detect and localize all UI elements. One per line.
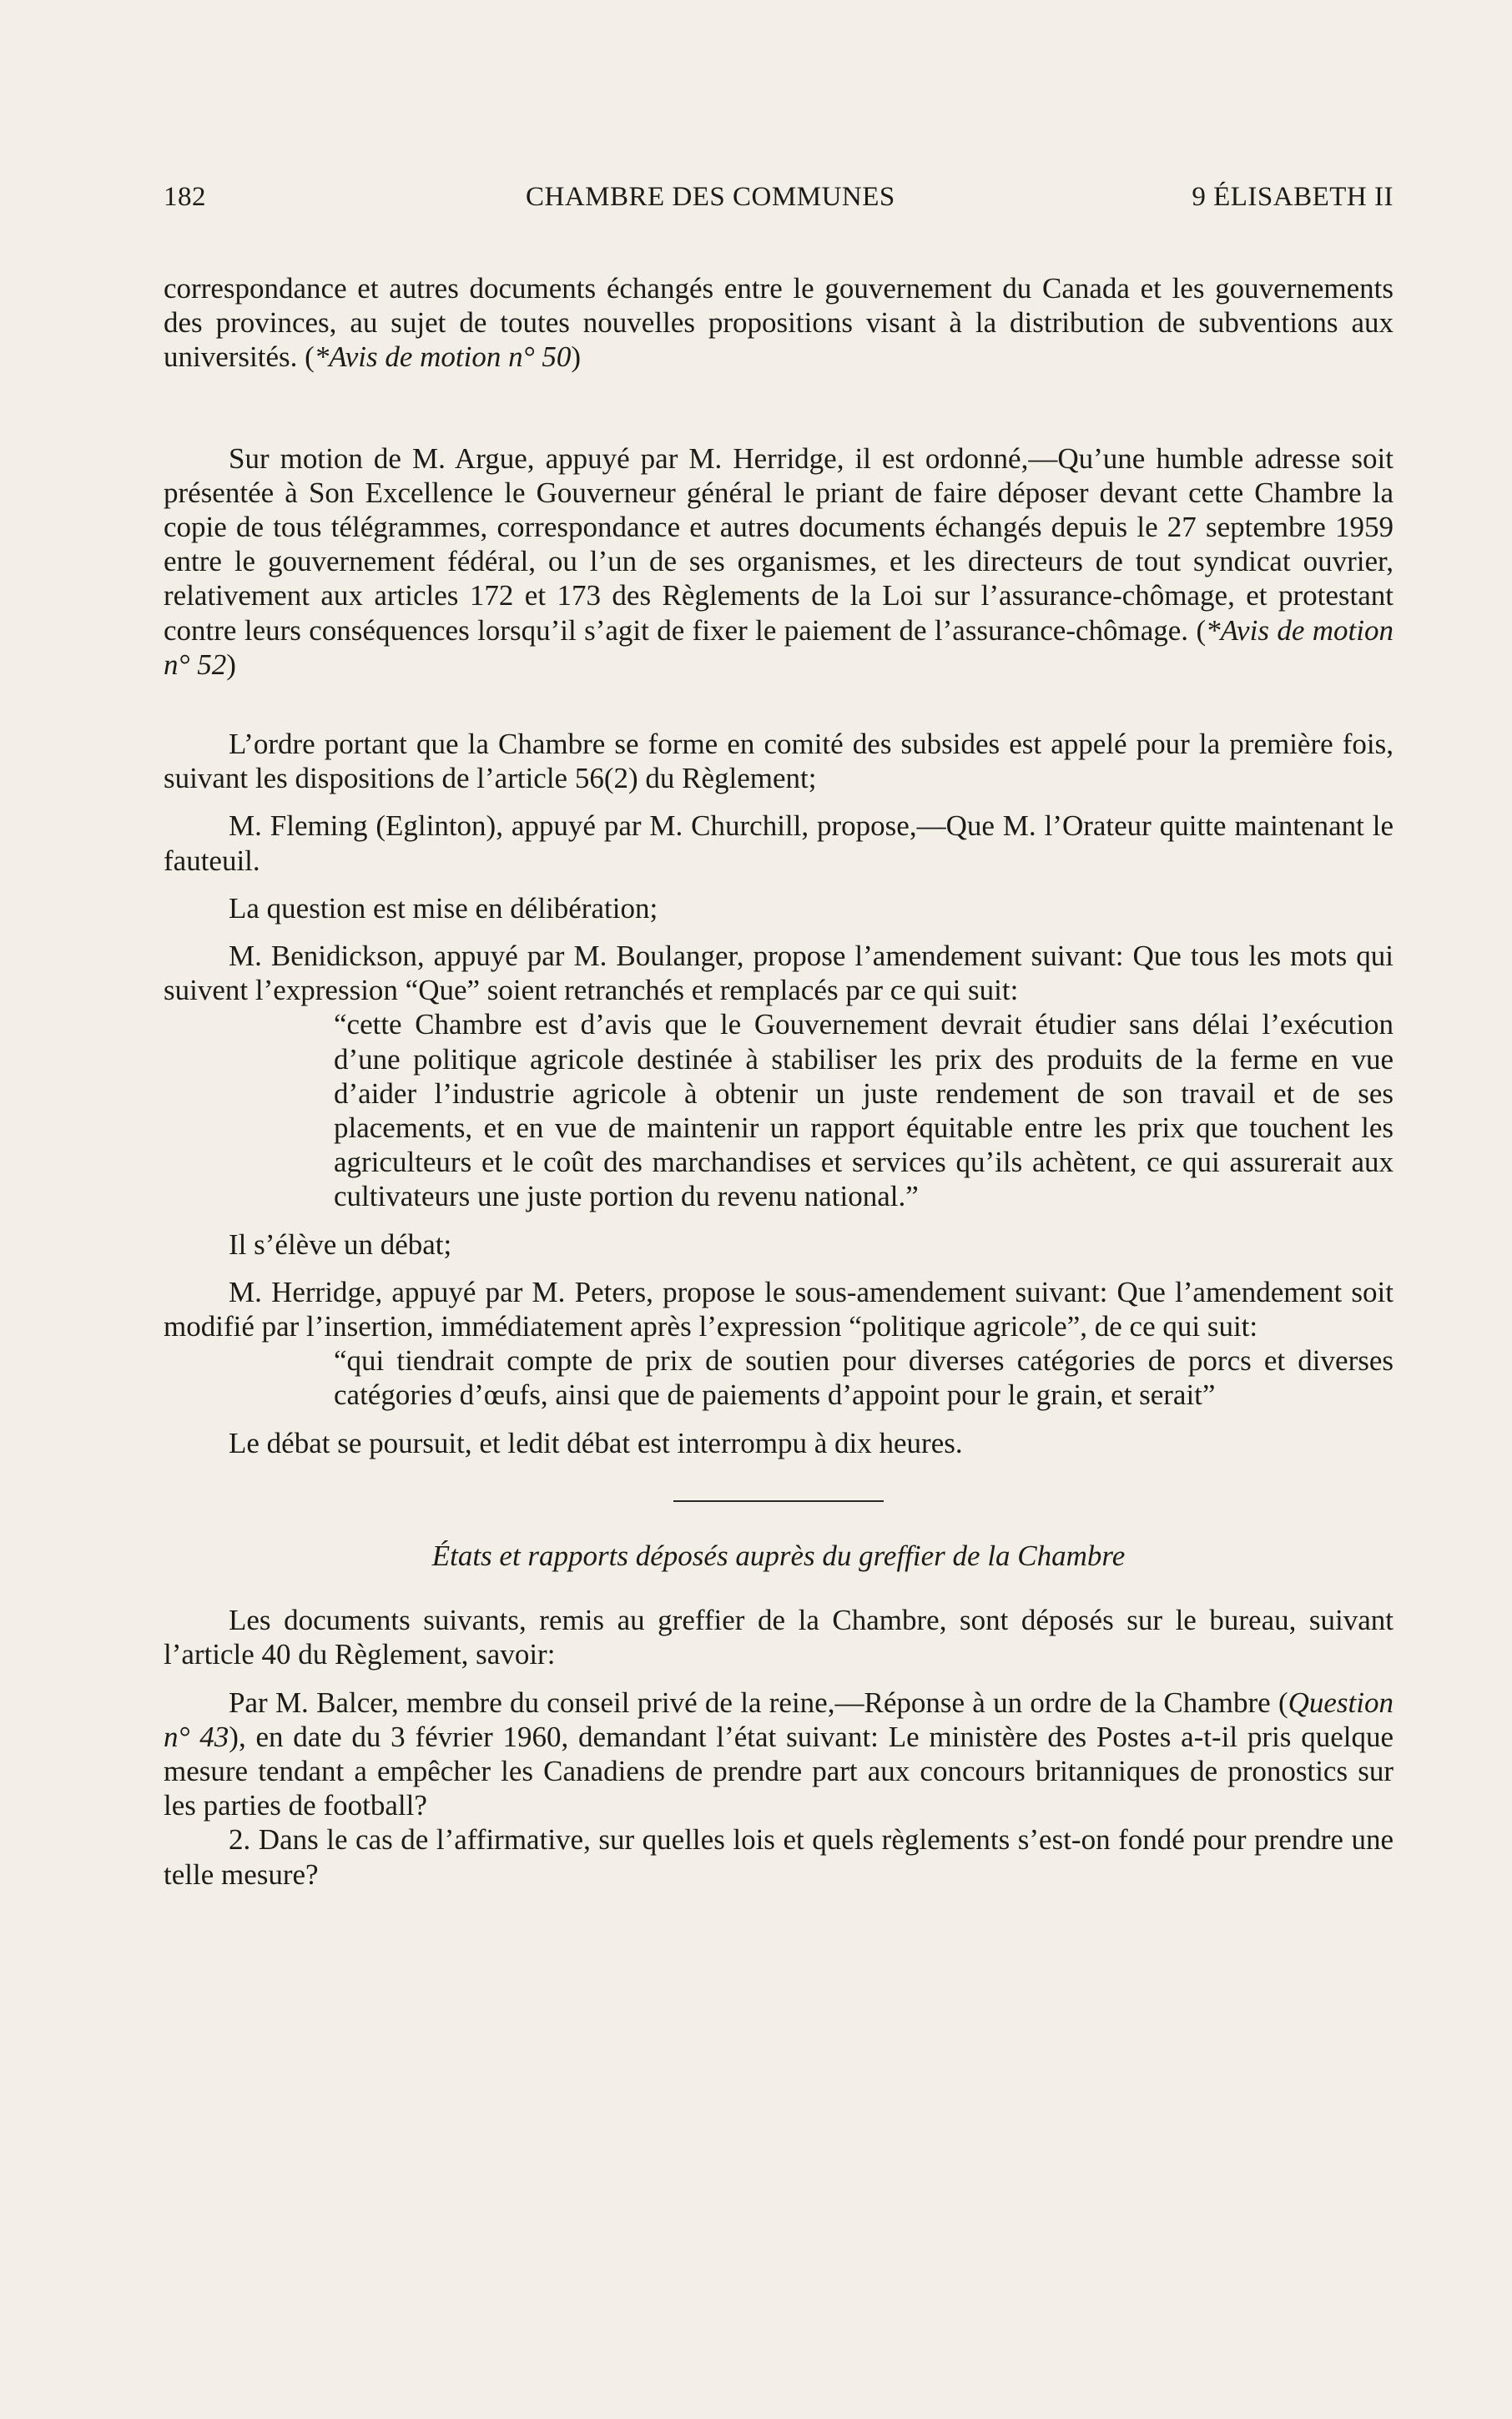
paragraph-supply-order: L’ordre portant que la Chambre se forme en comité des subsides est appelé pour la première fois, suivant les dispositions de l’article 56(2) du Règlement; xyxy=(164,728,1394,795)
paragraph-argue-motion: Sur motion de M. Argue, appuyé par M. Herridge, il est ordonné,—Qu’une humble adresse soit présentée à Son Excellence le Gouverneur général le priant de faire déposer devant cette Chambre la copie de tous télégrammes, correspondance et autres documents échangés depuis le 27 septembre 1959 entre le gouvernement fédéral, ou l’un de ses organismes, et les directeurs de tout syndicat ouvrier, relativement aux articles 172 et 173 des Règlements de la Loi sur l’assurance-chômage, et protestant contre leurs conséquences lorsqu’il s’agit de fixer le paiement de l’assurance-chômage. (*Avis de motion n° 52) xyxy=(164,441,1394,681)
page-body xyxy=(164,271,1394,1892)
regnal-year: 9 ÉLISABETH II xyxy=(1192,182,1394,212)
running-header xyxy=(164,182,1394,219)
section-divider xyxy=(673,1500,884,1502)
running-title: CHAMBRE DES COMMUNES xyxy=(526,182,895,212)
motion-note: *Avis de motion n° 50 xyxy=(314,340,572,374)
paragraph-question-debate: La question est mise en délibération; xyxy=(229,891,658,925)
motion-note: *Avis de motion n° 52 xyxy=(164,613,1394,681)
paragraph-benidickson-amendment: M. Benidickson, appuyé par M. Boulanger, propose l’amendement suivant: Que tous les mots qui suivent l’expression “Que” soient retranchés et remplacés par ce qui suit: xyxy=(164,940,1394,1007)
question-reference: Question n° 43 xyxy=(164,1686,1394,1753)
paragraph-universities-correspondence: correspondance et autres documents échangés entre le gouvernement du Canada et les gouvernements des provinces, au sujet de toutes nouvelles propositions visant à la distribution de subventions aux universités. (*Avis de motion n° 50) xyxy=(164,272,1394,374)
subamendment-quote: “qui tiendrait compte de prix de soutien pour diverses catégories de porcs et diverses catégories d’œufs, ainsi que de paiements d’appoint pour le grain, et serait” xyxy=(334,1344,1394,1412)
amendment-quote: “cette Chambre est d’avis que le Gouvernement devrait étudier sans délai l’exécution d’une politique agricole destinée à stabiliser les prix des produits de la ferme en vue d’aider l’industrie agricole à obtenir un juste rendement de son travail et de ses placements, et en vue de maintenir un rapport équitable entre les prix que touchent les agriculteurs et le coût des marchandises et services qu’ils achètent, ce qui assurerait aux cultivateurs une juste portion du revenu national.” xyxy=(334,1008,1394,1213)
paragraph-documents-tabled: Les documents suivants, remis au greffier de la Chambre, sont déposés sur le bureau, suivant l’article 40 du Règlement, savoir: xyxy=(164,1604,1394,1671)
paragraph-question-2: 2. Dans le cas de l’affirmative, sur quelles lois et quels règlements s’est-on fondé pour prendre une telle mesure? xyxy=(164,1823,1394,1891)
paragraph-herridge-subamendment: M. Herridge, appuyé par M. Peters, propose le sous-amendement suivant: Que l’amendement soit modifié par l’insertion, immédiatement après l’expression “politique agricole”, de ce qui suit: xyxy=(164,1275,1394,1343)
paragraph-debate-arises: Il s’élève un débat; xyxy=(229,1227,452,1261)
section-heading: États et rapports déposés auprès du greffier de la Chambre xyxy=(431,1539,1126,1572)
page-number: 182 xyxy=(164,182,206,212)
paragraph-balcer-return: Par M. Balcer, membre du conseil privé de la reine,—Réponse à un ordre de la Chambre (Question n° 43), en date du 3 février 1960, demandant l’état suivant: Le ministère des Postes a-t-il pris quelque mesure tendant a empêcher les Canadiens de prendre part aux concours britanniques de pronostics sur les parties de football? xyxy=(164,1686,1394,1822)
paragraph-debate-interrupted: Le débat se poursuit, et ledit débat est interrompu à dix heures. xyxy=(229,1426,963,1459)
paragraph-fleming-motion: M. Fleming (Eglinton), appuyé par M. Churchill, propose,—Que M. l’Orateur quitte maintenant le fauteuil. xyxy=(164,809,1394,877)
